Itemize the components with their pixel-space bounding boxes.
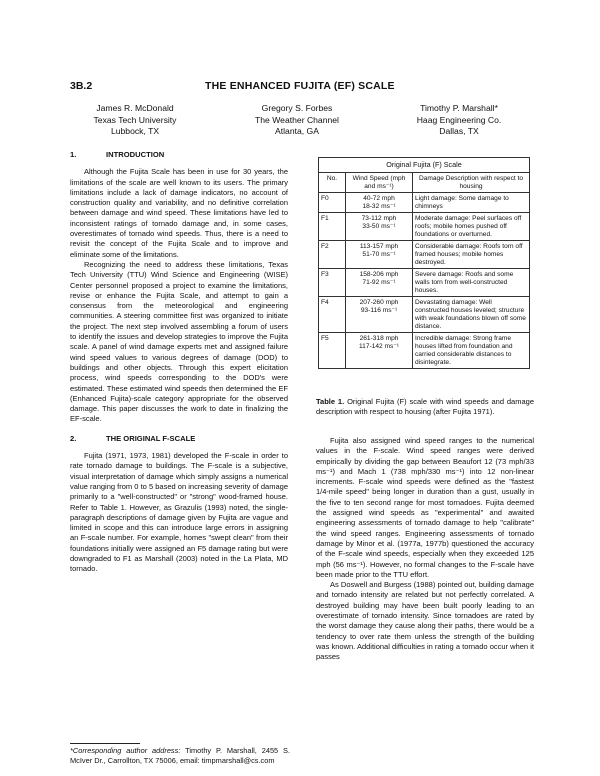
table-row <box>319 297 530 333</box>
damage-description: Devastating damage: Well constructed houses leveled; structure with weak foundations blown off some distance. <box>413 297 530 333</box>
wind-speed-mph: 158-206 mph <box>359 270 399 278</box>
scale-number: F5 <box>319 333 346 369</box>
column-header: Wind Speed (mph and ms⁻¹) <box>346 173 413 193</box>
damage-description: Incredible damage: Strong frame houses lifted from foundation and carried considerable distances to disintegrate. <box>413 333 530 369</box>
author-name: Gregory S. Forbes <box>261 103 333 113</box>
wind-speed <box>346 213 413 241</box>
author-location: Lubbock, TX <box>110 126 160 136</box>
footnote-divider <box>70 743 140 744</box>
scale-number: F4 <box>319 297 346 333</box>
damage-description: Light damage: Some damage to chimneys <box>413 193 530 213</box>
wind-speed-mph: 73-112 mph <box>361 214 397 222</box>
section-heading <box>70 434 288 444</box>
section-number: 2. <box>70 433 77 443</box>
wind-speed-ms: 18-32 ms⁻¹ <box>362 202 396 210</box>
wind-speed <box>346 297 413 333</box>
table-caption-label: Table 1. <box>316 397 345 406</box>
author-location: Dallas, TX <box>439 126 479 136</box>
wind-speed-mph: 261-318 mph <box>359 334 399 342</box>
wind-speed-ms: 117-142 ms⁻¹ <box>358 342 399 350</box>
author-block <box>384 103 534 138</box>
wind-speed-ms: 93-116 ms⁻¹ <box>360 306 398 314</box>
column-header: Damage Description with respect to housing <box>413 173 530 193</box>
table-row <box>319 333 530 369</box>
author-affiliation: The Weather Channel <box>255 114 339 125</box>
damage-description: Considerable damage: Roofs torn off framed houses; mobile homes destroyed. <box>413 241 530 269</box>
left-column <box>70 150 288 575</box>
wind-speed-ms: 33-50 ms⁻¹ <box>362 222 396 230</box>
wind-speed-mph: 40-72 mph <box>363 194 395 202</box>
paper-number: 3B.2 <box>70 80 93 92</box>
scale-number: F2 <box>319 241 346 269</box>
wind-speed <box>346 269 413 297</box>
section-title: THE ORIGINAL F-SCALE <box>106 433 196 443</box>
paragraph: Although the Fujita Scale has been in use for 30 years, the limitations of the scale are well known to its users. The primary limitations include a lack of damage indicators, no account of construction quality and variability, and no definitive correlation between damage and wind speed. These limitations have led to inconsistent ratings of tornado damage and, in some cases, overestimates of tornado wind speeds. Thus, there is a need to revisit the concept of the Fujita Scale and to improve and eliminate some of the limitations. <box>70 167 288 259</box>
section-heading <box>70 150 288 160</box>
wind-speed <box>346 333 413 369</box>
footnote <box>70 746 290 766</box>
author-name: Timothy P. Marshall* <box>420 103 498 113</box>
table-row <box>319 269 530 297</box>
paper-title: THE ENHANCED FUJITA (EF) SCALE <box>205 80 395 92</box>
author-location: Atlanta, GA <box>275 126 319 136</box>
table-caption-text: Original Fujita (F) scale with wind speeds and damage description with respect to housing (after Fujita 1971). <box>316 397 534 416</box>
table-caption <box>316 397 534 416</box>
table-row <box>319 193 530 213</box>
scale-number: F0 <box>319 193 346 213</box>
column-header: No. <box>319 173 346 193</box>
wind-speed-ms: 51-70 ms⁻¹ <box>362 250 396 258</box>
author-affiliation: Haag Engineering Co. <box>416 114 502 125</box>
paragraph: As Doswell and Burgess (1988) pointed out, building damage and tornado intensity are related but not perfectly correlated. A destroyed building may have been built poorly leading to an overestimate of tornado intensity. Since tornadoes are rated by the worst damage they cause along their paths, there would be a tendency to over rate them unless the strength of the building was known. Additional difficulties in rating a tornado occur when it passes <box>316 580 534 662</box>
paragraph: Recognizing the need to address these limitations, Texas Tech University (TTU) Wind Science and Engineering (WISE) Center personnel proposed a project to examine the limitations, revise or enhance the Fujita Scale, and attempt to gain a consensus from the meteorological and engineering communities. A steering committee first was organized to initiate the project. The next step involved assembling a forum of users to identify the issues and develop strategies to improve the Fujita scale. A panel of wind damage experts met and assigned failure wind speed values to various degrees of damage (DOD) to buildings and other objects. Through this expert elicitation process, wind speeds corresponding to the DOD's were estimated. These estimated wind speeds then determined the EF (Enhanced Fujita)-scale category appropriate for the observed damage. This paper discusses the work to date in finalizing the EF-scale. <box>70 259 288 424</box>
wind-speed <box>346 241 413 269</box>
author-name: James R. McDonald <box>96 103 174 113</box>
paragraph: Fujita (1971, 1973, 1981) developed the F-scale in order to rate tornado damage to buildings. The F-scale is a subjective, visual interpretation of damage which simply assigns a numerical value ranging from 0 to 5 based on increasing severity of damage primarily to a "well-constructed" or "strong" wood-framed house. Refer to Table 1. However, as Grazulis (1993) noted, the single-paragraph descriptions of damage given by Fujita are vague and limited in scope and this can introduce large errors in assigning an F-scale number. For example, homes "swept clean" from their foundations initially were assigned an F5 damage rating but were downgraded to F1 as Marshall (2003) noted in the La Plata, MD tornado. <box>70 451 288 574</box>
section-number: 1. <box>70 150 77 159</box>
author-block <box>60 103 210 138</box>
paragraph: Fujita also assigned wind speed ranges to the numerical values in the F-scale. Wind speed ranges were derived empirically by dividing the gap between Beaufort 12 (73 mph/33 ms⁻¹) and Mach 1 (738 mph/330 ms⁻¹) into 12 non-linear increments. F-scale wind speeds were defined as the "fastest 1/4-mile speed" being longer in duration than a gust, usually in the five to ten second range for most tornadoes. Fujita deemed the assigned wind speeds as "experimental" and awaited engineering assessments of tornado damage to help "calibrate" the wind speed ranges. Engineering assessments of tornado damage by Minor et al. (1977a, 1977b) questioned the accuracy of the F-scale wind speeds, especially when they exceeded 125 mph (56 ms⁻¹). However, no formal changes to the F-scale have been made prior to the TTU effort. <box>316 436 534 579</box>
table-row <box>319 213 530 241</box>
footnote-label: *Corresponding author address: <box>70 746 181 755</box>
damage-description: Severe damage: Roofs and some walls torn from well-constructed houses. <box>413 269 530 297</box>
section-title: INTRODUCTION <box>106 150 165 159</box>
wind-speed <box>346 193 413 213</box>
author-block <box>222 103 372 138</box>
table-row <box>319 241 530 269</box>
fujita-scale-table <box>318 157 530 369</box>
right-column <box>316 436 534 663</box>
wind-speed-mph: 207-260 mph <box>359 298 399 306</box>
wind-speed-mph: 113-157 mph <box>359 242 399 250</box>
scale-number: F1 <box>319 213 346 241</box>
footnote-text: Timothy P. Marshall, 2455 S. McIver Dr., Carrollton, TX 75006, email: timpmarshall@cs.com <box>70 746 291 765</box>
wind-speed-ms: 71-92 ms⁻¹ <box>362 278 396 286</box>
scale-number: F3 <box>319 269 346 297</box>
damage-description: Moderate damage: Peel surfaces off roofs; mobile homes pushed off foundations or overturned. <box>413 213 530 241</box>
author-affiliation: Texas Tech University <box>93 114 177 125</box>
table-title: Original Fujita (F) Scale <box>319 158 530 173</box>
